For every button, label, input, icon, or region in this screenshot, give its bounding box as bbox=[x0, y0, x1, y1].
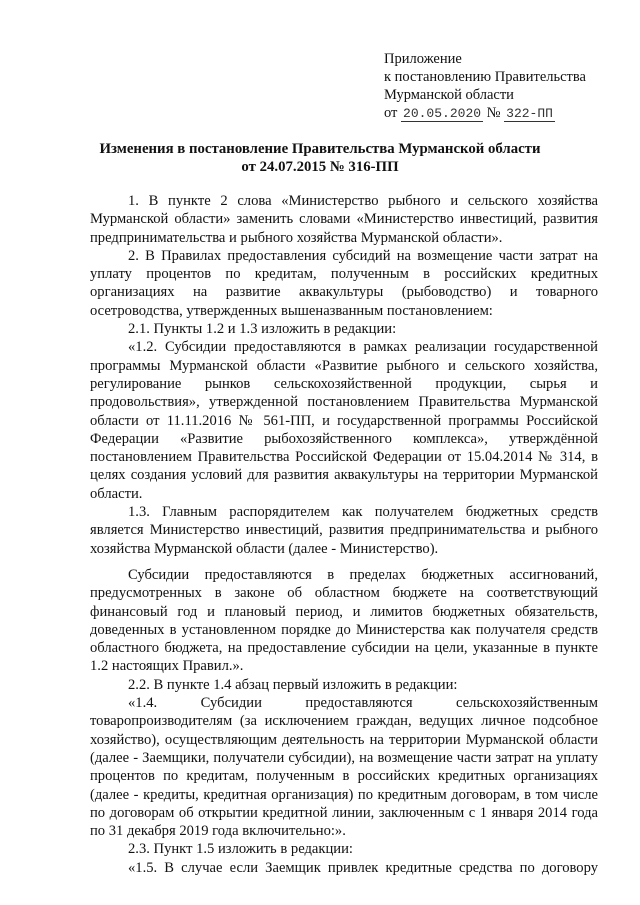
paragraph-1-3: 1.3. Главным распорядителем как получателем бюджетных средств является Министерство инвестиций, развития предпринимательства и рыбного хозяйства Мурманской области (далее - Министерство). bbox=[90, 504, 598, 557]
title-line-1: Изменения в постановление Правительства Мурманской области bbox=[99, 141, 541, 157]
paragraph-1-4: «1.4. Субсидии предоставляются сельскохозяйственным товаропроизводителям (за исключением граждан, ведущих личное подсобное хозяйство), осуществляющим деятельность на территории Мурманской области (далее - Заемщики, получатели субсидии), на возмещение части затрат на уплату процентов по кредитам, полученным в российских кредитных организациях (далее - кредиты, кредитная организация) по кредитным договорам, в том числе по договорам об открытии кредитной линии, заключенным с 1 января 2014 года по 31 декабря 2019 года включительно:». bbox=[90, 695, 598, 840]
paragraph-1: 1. В пункте 2 слова «Министерство рыбного и сельского хозяйства Мурманской области» заменить словами «Министерство инвестиций, развития предпринимательства и рыбного хозяйства Мурманской области». bbox=[90, 193, 598, 246]
paragraph-2-2: 2.2. В пункте 1.4 абзац первый изложить в редакции: bbox=[128, 676, 458, 693]
number-prefix: № bbox=[486, 105, 501, 121]
resolution-date: 20.05.2020 bbox=[403, 106, 482, 121]
paragraph-subsidies-limits: Субсидии предоставляются в пределах бюджетных ассигнований, предусмотренных в законе об областном бюджете на соответствующий финансовый год и плановый период, и лимитов бюджетных обязательств, доведенных в установленном порядке до Министерства как получателя средств областного бюджета, на предоставление субсидии на цели, указанные в пункте 1.2 настоящих Правил.». bbox=[90, 566, 598, 675]
appendix-label: Приложение bbox=[384, 51, 462, 67]
resolution-number: 322-ПП bbox=[506, 106, 553, 121]
appendix-date-line bbox=[384, 104, 586, 122]
title-line-2: от 24.07.2015 № 316-ПП bbox=[241, 159, 399, 175]
paragraph-1-2: «1.2. Субсидии предоставляются в рамках реализации государственной программы Мурманской области «Развитие рыбного и сельского хозяйства, регулирование рынков сельскохозяйственной продукции, сырья и продовольствия», утвержденной постановлением Правительства Мурманской области от 11.11.2016 № 561-ПП, и государственной программы Российской Федерации «Развитие рыбохозяйственного комплекса», утверждённой постановлением Правительства Российской Федерации от 15.04.2014 № 314, в целях создания условий для развития аквакультуры на территории Мурманской области. bbox=[90, 339, 598, 502]
document-title bbox=[0, 140, 640, 176]
appendix-header bbox=[384, 50, 586, 122]
paragraph-2: 2. В Правилах предоставления субсидий на возмещение части затрат на уплату процентов по кредитам, полученным в российских кредитных организациях на развитие аквакультуры (рыбоводство) и товарного осетроводства, утвержденных вышеназванным постановлением: bbox=[90, 247, 598, 319]
date-prefix: от bbox=[384, 105, 398, 121]
appendix-resolution-ref: к постановлению Правительства bbox=[384, 69, 586, 85]
paragraph-2-3: 2.3. Пункт 1.5 изложить в редакции: bbox=[128, 841, 353, 858]
paragraph-1-5: «1.5. В случае если Заемщик привлек кредитные средства по договору bbox=[128, 859, 598, 876]
appendix-region: Мурманской области bbox=[384, 87, 514, 103]
document-body bbox=[90, 192, 598, 877]
paragraph-2-1: 2.1. Пункты 1.2 и 1.3 изложить в редакции: bbox=[128, 321, 397, 338]
